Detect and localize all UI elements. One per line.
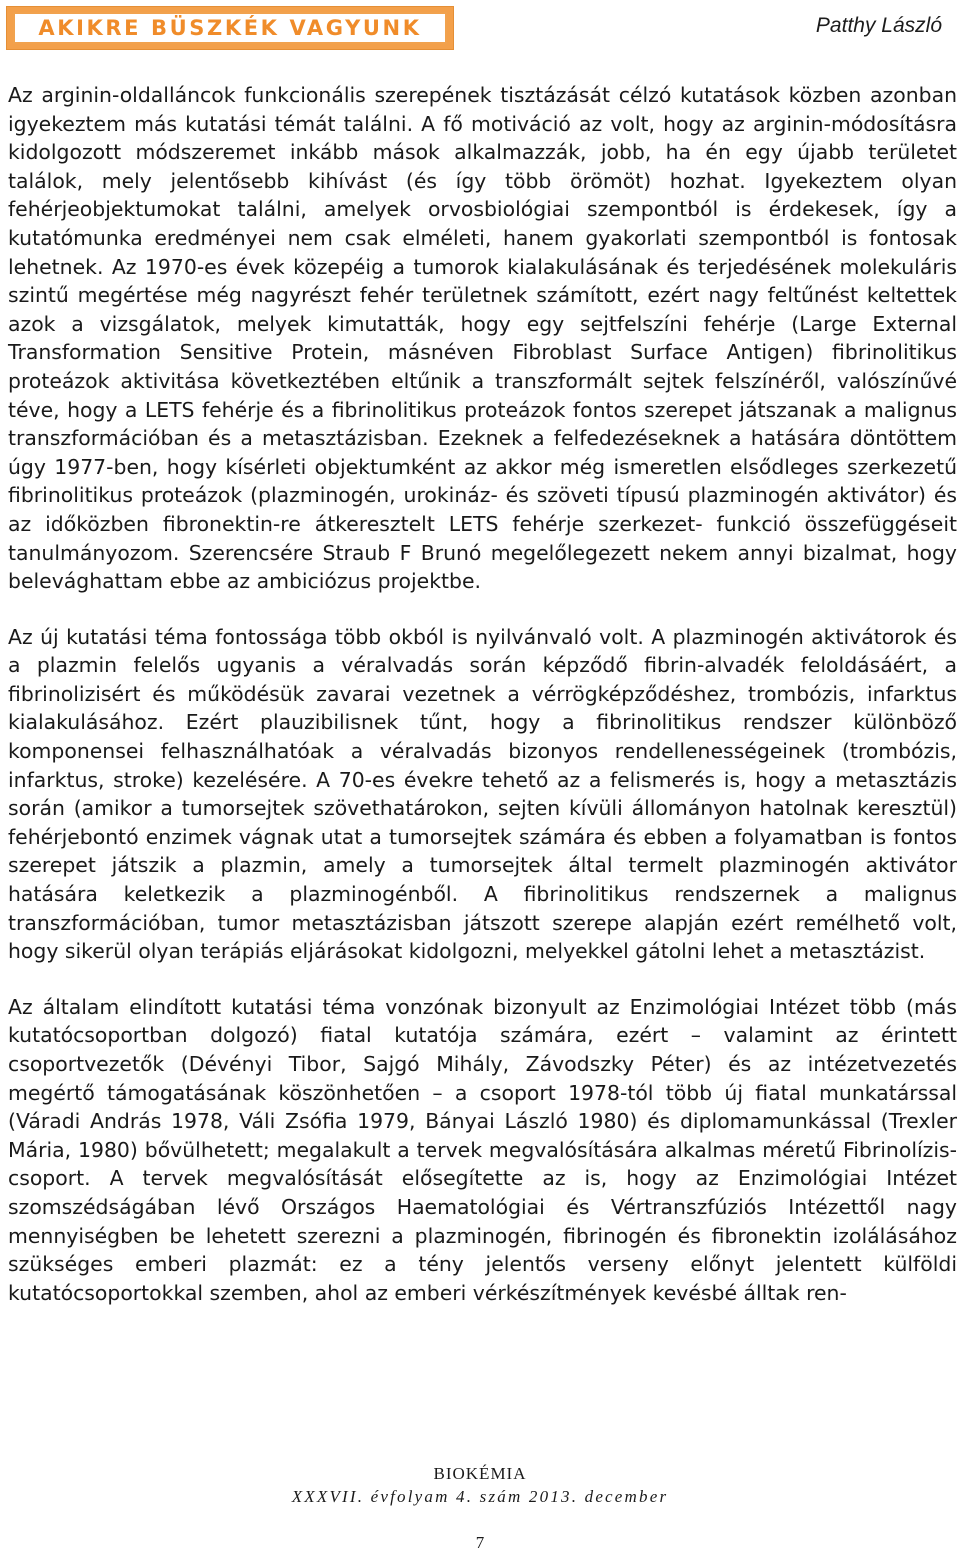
section-title: AKIKRE BÜSZKÉK VAGYUNK <box>38 16 422 40</box>
section-banner <box>6 6 454 50</box>
paragraph: Az új kutatási téma fontossága több okból is nyilvánvaló volt. A plazminogén aktivátorok és a plazmin felelős ugyanis a véralvadás során képződő fibrin-alvadék feloldásáért, a fibrinolizisért és működésük zavarai vezetnek a vérrögképződéshez, trombózis, infarktus kialakulásához. Ezért plauzibilisnek tűnt, hogy a fibrinolitikus rendszer különböző komponensei felhasználhatóak a véralvadás bizonyos rendellenességeinek (trombózis, infarktus, stroke) kezelésére. A 70-es évekre tehető az a felismerés is, hogy a metasztázis során (amikor a tumorsejtek szövethatárokon, sejten kívüli állományon hatolnak keresztül) fehérjebontó enzimek vágnak utat a tumorsejtek számára és ebben a folyamatban is fontos szerepet játszik a plazmin, amely a tumorsejtek által termelt plazminogén aktivátor hatására keletkezik a plazminogénből. A fibrinolitikus rendszernek a malignus transzformációban, tumor metasztázisban játszott szerepe alapján ezért remélhető volt, hogy sikerül olyan terápiás eljárásokat kidolgozni, melyekkel gátolni lehet a metasztázist. <box>8 624 957 964</box>
issue-info: XXXVII. évfolyam 4. szám 2013. december <box>291 1487 669 1506</box>
author-name: Patthy László <box>815 14 942 37</box>
paragraph: Az általam elindított kutatási téma vonzónak bizonyult az Enzimológiai Intézet több (más kutatócsoportban dolgozó) fiatal kutatója számára, ezért – valamint az érintett csoportvezetők (Dévényi Tibor, Sajgó Mihály, Závodszky Péter) és az intézetvezetés megértő támogatásának köszönhetően – a csoport 1978-tól több új fiatal munkatárssal (Váradi András 1978, Váli Zsófia 1979, Bányai László 1980) és diplomamunkással (Trexler Mária, 1980) bővülhetett; megalakult a tervek megvalósítására alkalmas méretű Fibrinolízis-csoport. A tervek megvalósítását elősegítette az is, hogy az Enzimológiai Intézet szomszédságában lévő Országos Haematológiai és Vértranszfúziós Intézettől nagy mennyiségben be lehetett szerezni a plazminogén, fibrinogén és fibronektin izolálásához szükséges emberi plazmát: ez a tény jelentős verseny előnyt jelentett külföldi kutatócsoportokkal szemben, ahol az emberi vérkészítmények kevésbé álltak ren- <box>8 994 957 1305</box>
page-number: 7 <box>475 1533 485 1552</box>
paragraph: Az arginin-oldalláncok funkcionális szerepének tisztázását célzó kutatások közben azonban igyekeztem más kutatási témát találni. A fő motiváció az volt, hogy az arginin-módosításra kidolgozott módszeremet inkább mások alkalmazzák, jobb, ha én egy újabb területet találok, mely jelentősebb kihívást (és így több örömöt) hozhat. Igyekeztem olyan fehérjeobjektumokat találni, amelyek orvosbiológiai szempontból is érdekesek, így a kutatómunka eredményei nem csak elméleti, hanem gyakorlati szempontból is fontosak lehetnek. Az 1970-es évek közepéig a tumorok kialakulásának és terjedésének molekuláris szintű megértése még nagyrészt fehér területnek számított, ezért nagy feltűnést keltettek azok a vizsgálatok, melyek kimutatták, hogy egy sejtfelszíni fehérje (Large External Transformation Sensitive Protein, másnéven Fibroblast Surface Antigen) fibrinolitikus proteázok aktivitása következtében eltűnik a transzformált sejtek felszínéről, valószínűvé téve, hogy a LETS fehérje és a fibrinolitikus proteázok fontos szerepet játszanak a malignus transzformációban és a metasztázisban. Ezeknek a felfedezéseknek a hatására döntöttem úgy 1977-ben, hogy kísérleti objektumként az akkor még ismeretlen elsődleges szerkezetű fibrinolitikus proteázok (plazminogén, urokináz- és szöveti típusú plazminogén aktivátor) és az időközben fibronektin-re átkeresztelt LETS fehérje szerkezet- funkció összefüggéseit tanulmányozom. Szerencsére Straub F Brunó megelőlegezett nekem annyi bizalmat, hogy belevághattam ebbe az ambiciózus projektbe. <box>8 83 957 594</box>
page-footer <box>0 1462 960 1508</box>
journal-name: BIOKÉMIA <box>433 1464 527 1483</box>
section-banner-inner <box>13 12 447 44</box>
article-body <box>8 81 957 1307</box>
page-header <box>0 0 960 62</box>
